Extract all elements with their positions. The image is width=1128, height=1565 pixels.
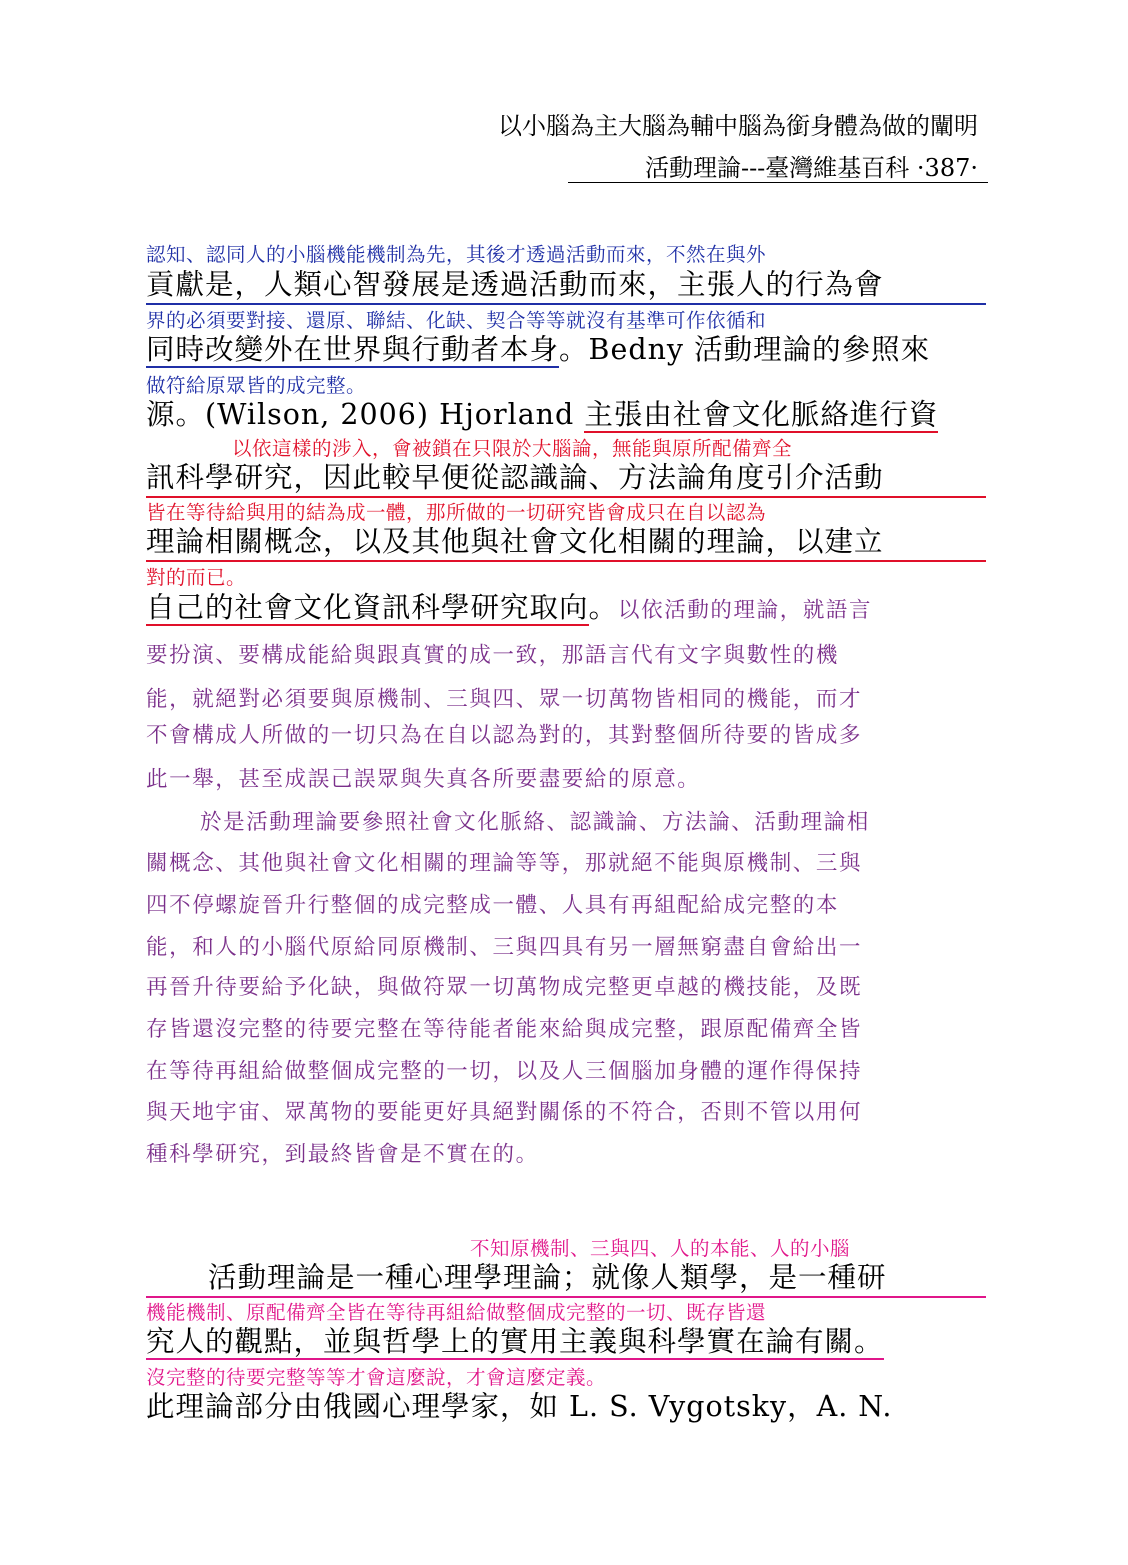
annotation-inline: 以依活動的理論，就語言 [618, 598, 873, 623]
annotation-note: 界的必須要對接、還原、聯結、化缺、契合等等就沒有基準可作依循和 [146, 309, 767, 332]
body-text: 。 [588, 591, 619, 624]
underlined-phrase: 同時改變外在世界與行動者本身 [146, 333, 560, 366]
underlined-phrase: 自己的社會文化資訊科學研究取向 [146, 591, 589, 624]
paragraph-line: 四不停螺旋晉升行整個的成完整成一體、人具有再組配給成完整的本 [146, 893, 840, 918]
paragraph-line: 能，和人的小腦代原給同原機制、三與四具有另一層無窮盡自會給出一 [146, 935, 863, 960]
annotation-note: 皆在等待給與用的結為成一體，那所做的一切研究皆會成只在自以認為 [146, 501, 767, 524]
running-header-section: 活動理論---臺灣維基百科 ·387· [644, 154, 978, 182]
annotation-note: 對的而已。 [146, 566, 247, 589]
underlined-phrase: 主張由社會文化脈絡進行資 [584, 398, 939, 431]
paragraph-line: 再晉升待要給予化缺，與做符眾一切萬物成完整更卓越的機技能，及既 [146, 975, 863, 1000]
annotation-note: 沒完整的待要完整等等才會這麼說，才會這麼定義。 [146, 1366, 607, 1389]
body-line: 活動理論是一種心理學理論；就像人類學，是一種研 [146, 1255, 986, 1298]
header-rule [568, 182, 988, 183]
body-line [146, 1319, 884, 1360]
paragraph-line: 要扮演、要構成能給與跟真實的成一致，那語言代有文字與數性的機 [146, 643, 840, 668]
body-text: 源。(Wilson, 2006) Hjorland [146, 398, 585, 431]
paragraph-line: 在等待再組給做整個成完整的一切，以及人三個腦加身體的運作得保持 [146, 1059, 863, 1084]
paragraph-line: 不會構成人所做的一切只為在自以認為對的，其對整個所待要的皆成多 [146, 723, 863, 748]
paragraph-line: 於是活動理論要參照社會文化脈絡、認識論、方法論、活動理論相 [200, 810, 870, 835]
body-text: 。Bedny 活動理論的參照來 [559, 333, 931, 366]
annotation-note: 認知、認同人的小腦機能機制為先，其後才透過活動而來，不然在與外 [146, 243, 767, 266]
running-header-title: 以小腦為主大腦為輔中腦為銜身體為做的闡明 [498, 112, 978, 140]
body-line: 貢獻是，人類心智發展是透過活動而來，主張人的行為會 [146, 262, 986, 305]
underlined-phrase: 究人的觀點，並與哲學上的實用主義與科學實在論有關。 [146, 1325, 884, 1358]
body-line [146, 392, 938, 433]
paragraph-line: 種科學研究，到最終皆會是不實在的。 [146, 1142, 539, 1167]
paragraph-line: 存皆還沒完整的待要完整在等待能者能來給與成完整，跟原配備齊全皆 [146, 1017, 863, 1042]
annotation-note: 做符給原眾皆的成完整。 [146, 374, 367, 397]
paragraph-line: 關概念、其他與社會文化相關的理論等等，那就絕不能與原機制、三與 [146, 851, 863, 876]
annotation-note: 以依這樣的涉入，會被鎖在只限於大腦論，無能與原所配備齊全 [232, 437, 793, 460]
body-line: 訊科學研究，因此較早便從認識論、方法論角度引介活動 [146, 455, 986, 498]
paragraph-line: 與天地宇宙、眾萬物的要能更好具絕對關係的不符合，否則不管以用何 [146, 1100, 863, 1125]
paragraph-line: 能，就絕對必須要與原機制、三與四、眾一切萬物皆相同的機能，而才 [146, 687, 863, 712]
annotation-note: 機能機制、原配備齊全皆在等待再組給做整個成完整的一切、既存皆還 [146, 1301, 767, 1324]
body-line: 此理論部分由俄國心理學家，如 L. S. Vygotsky，A. N. [146, 1390, 893, 1423]
body-line [146, 327, 930, 368]
body-line [146, 585, 872, 626]
annotation-note: 不知原機制、三與四、人的本能、人的小腦 [470, 1237, 851, 1260]
paragraph-line: 此一舉，甚至成誤己誤眾與失真各所要盡要給的原意。 [146, 767, 701, 792]
body-line: 理論相關概念，以及其他與社會文化相關的理論，以建立 [146, 519, 986, 562]
